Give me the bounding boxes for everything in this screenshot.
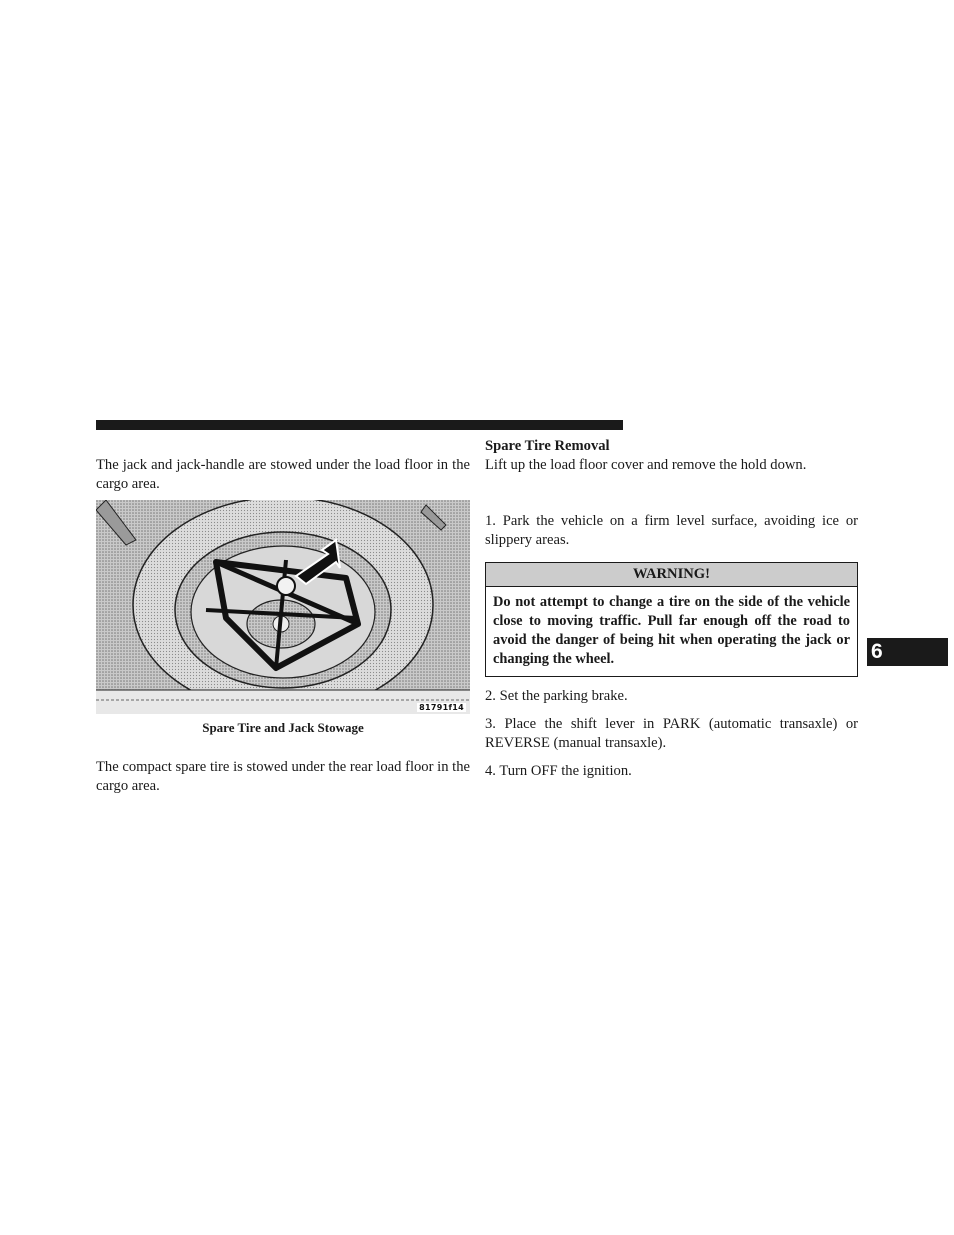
right-column xyxy=(485,437,858,781)
section-tab xyxy=(867,638,948,666)
section-heading: Spare Tire Removal xyxy=(485,438,610,454)
step-1: 1. Park the vehicle on a firm level surface, avoiding ice or slippery areas. xyxy=(485,513,858,548)
left-column-lower xyxy=(96,758,470,796)
header-rule xyxy=(96,420,623,430)
figure-caption: Spare Tire and Jack Stowage xyxy=(202,720,364,735)
spare-tire-jack-figure xyxy=(96,500,470,714)
intro-paragraph: Lift up the load floor cover and remove the hold down. xyxy=(485,457,807,473)
step-2: 2. Set the parking brake. xyxy=(485,688,628,704)
warning-title: WARNING! xyxy=(486,563,857,587)
left-column xyxy=(96,456,470,494)
spare-tire-paragraph: The compact spare tire is stowed under the rear load floor in the cargo area. xyxy=(96,759,470,794)
section-number: 6 xyxy=(871,640,883,663)
figure-code: 81791f14 xyxy=(419,703,464,712)
spare-tire-illustration xyxy=(96,500,470,714)
jack-stowage-paragraph: The jack and jack-handle are stowed under the load floor in the cargo area. xyxy=(96,457,470,492)
warning-box xyxy=(485,562,858,677)
step-3: 3. Place the shift lever in PARK (automatic transaxle) or REVERSE (manual transaxle). xyxy=(485,716,858,751)
warning-text: Do not attempt to change a tire on the side of the vehicle close to moving traffic. Pull far enough off the road to avoid the danger of being hit when operating the jack or changing the wheel. xyxy=(493,594,850,667)
step-4: 4. Turn OFF the ignition. xyxy=(485,763,632,779)
